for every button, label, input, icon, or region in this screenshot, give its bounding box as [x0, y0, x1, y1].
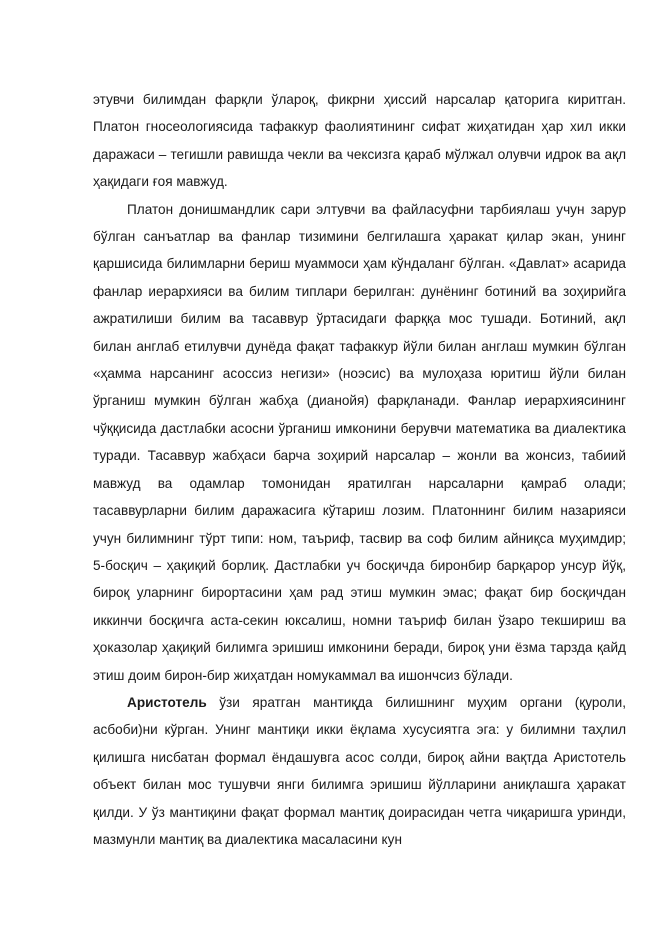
- paragraph-1-text: этувчи билимдан фарқли ўлароқ, фикрни ҳиссий нарсалар қаторига киритган. Платон гносеологиясида тафаккур фаолиятининг сифат жиҳатидан ҳар хил икки даражаси – тегишли равишда чекли ва чексизга қараб мўлжал олувчи идрок ва ақл ҳақидаги ғоя мавжуд.: [93, 92, 626, 190]
- paragraph-3-lead-name: Аристотель: [127, 694, 207, 710]
- paragraph-2: [93, 196, 626, 689]
- paragraph-1: [93, 86, 626, 196]
- paragraph-2-text: Платон донишмандлик сари элтувчи ва файласуфни тарбиялаш учун зарур бўлган санъатлар ва фанлар тизимини белгилашга ҳаракат қилар экан, унинг қаршисида билимларни бериш муаммоси ҳам кўндаланг бўлган. «Давлат» асарида фанлар иерархияси ва билим типлари берилган: дунёнинг ботиний ва зоҳирийга ажратилиши билим ва тасаввур ўртасидаги фарққа мос тушади. Ботиний, ақл билан англаб етилувчи дунёда фақат тафаккур йўли билан англаш мумкин бўлган «ҳамма нарсанинг асоссиз негизи» (ноэсис) ва мулоҳаза юритиш йўли билан ўрганиш мумкин бўлган жабҳа (дианойя) фарқланади. Фанлар иерархиясининг чўққисида дастлабки асосни ўрганиш имконини берувчи математика ва диалектика туради. Тасаввур жабҳаси барча зоҳирий нарсалар – жонли ва жонсиз, табиий мавжуд ва одамлар томонидан яратилган нарсаларни қамраб олади; тасаввурларни билим даражасига кўтариш лозим. Платоннинг билим назарияси учун билимнинг тўрт типи: ном, таъриф, тасвир ва соф билим айниқса муҳимдир; 5-босқич – ҳақиқий борлиқ. Дастлабки уч босқичда биронбир барқарор унсур йўқ, бироқ уларнинг бирортасини ҳам рад этиш мумкин эмас; фақат бир босқичдан иккинчи босқичга аста-секин юксалиш, номни таъриф билан ўзаро текшириш ва ҳоказолар ҳақиқий билимга эришиш имконини беради, бироқ уни ёзма тарзда қайд этиш доим бирон-бир жиҳатдан номукаммал ва ишончсиз бўлади.: [93, 201, 626, 683]
- paragraph-3-text: ўзи яратган мантиқда билишнинг муҳим органи (қуроли, асбоби)ни кўрган. Унинг мантиқи икки ёқлама хусусиятга эга: у билимни таҳлил қилишга нисбатан формал ёндашувга асос солди, бироқ айни вақтда Аристотель объект билан мос тушувчи янги билимга эришиш йўлларини аниқлашга ҳаракат қилди. У ўз мантиқини фақат формал мантиқ доирасидан четга чиқаришга уринди, мазмунли мантиқ ва диалектика масаласини кун: [93, 694, 626, 847]
- body-text: [93, 86, 626, 853]
- paragraph-3: [93, 689, 626, 853]
